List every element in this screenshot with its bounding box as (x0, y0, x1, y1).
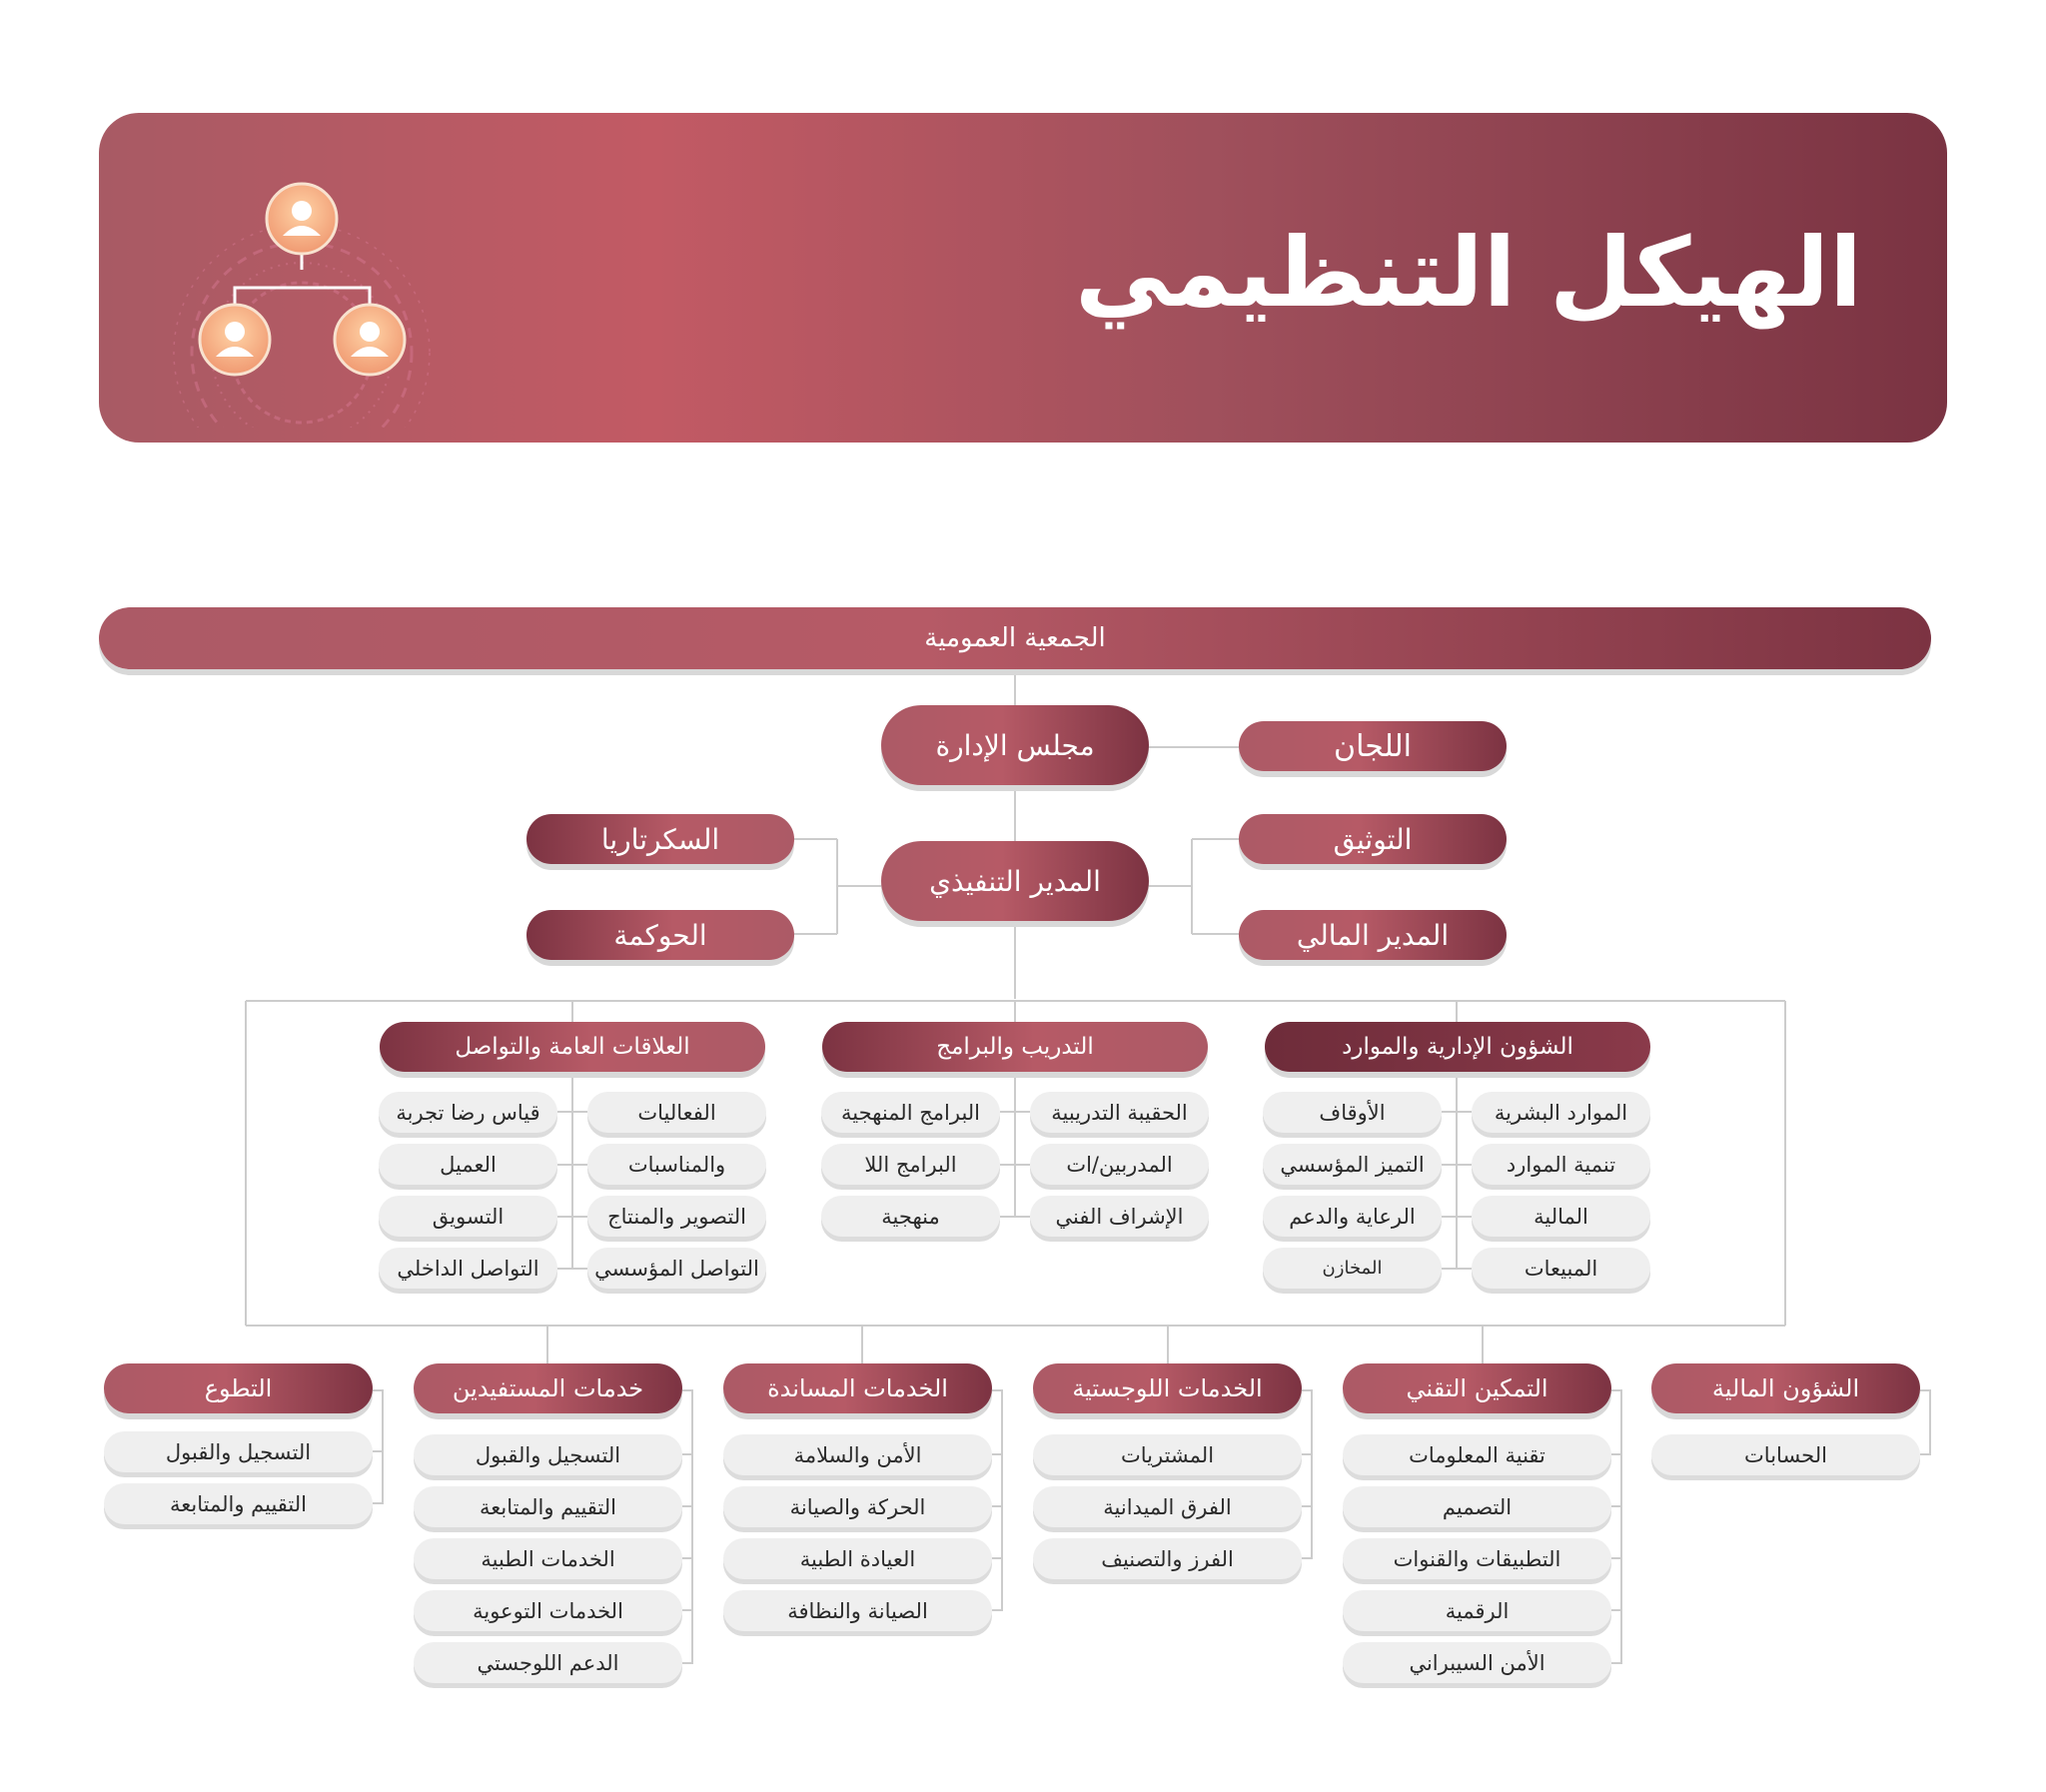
org-chart-icon (159, 178, 489, 428)
dept-support-services[interactable]: الخدمات المساندة (723, 1363, 992, 1413)
executive-director[interactable]: المدير التنفيذي (881, 841, 1149, 921)
sub-item[interactable]: الرعاية والدعم (1263, 1196, 1442, 1237)
sub-item[interactable]: الخدمات التوعوية (414, 1590, 682, 1631)
sub-item[interactable]: والمناسبات (587, 1144, 766, 1185)
sub-item[interactable]: الدعم اللوجستي (414, 1642, 682, 1683)
dept-financial-affairs[interactable]: الشؤون المالية (1651, 1363, 1920, 1413)
sub-item[interactable]: التواصل الداخلي (379, 1248, 557, 1289)
sub-item[interactable]: تقنية المعلومات (1343, 1434, 1611, 1475)
sub-item[interactable]: التسجيل والقبول (104, 1431, 373, 1472)
sub-item[interactable]: الفعاليات (587, 1092, 766, 1133)
sub-item[interactable]: الأمن السيبراني (1343, 1642, 1611, 1683)
sub-item[interactable]: الأمن والسلامة (723, 1434, 992, 1475)
sub-item[interactable]: الحقيبة التدريبية (1030, 1092, 1209, 1133)
sub-item[interactable]: البرامج اللا (821, 1144, 1000, 1185)
secretariat[interactable]: السكرتاريا (526, 814, 794, 864)
dept-logistics[interactable]: الخدمات اللوجستية (1033, 1363, 1302, 1413)
sub-item[interactable]: الأوقاف (1263, 1092, 1442, 1133)
sub-item[interactable]: الصيانة والنظافة (723, 1590, 992, 1631)
sub-item[interactable]: الرقمية (1343, 1590, 1611, 1631)
documentation[interactable]: التوثيق (1239, 814, 1507, 864)
dept-training-programs[interactable]: التدريب والبرامج (822, 1022, 1208, 1072)
dept-public-relations[interactable]: العلاقات العامة والتواصل (380, 1022, 765, 1072)
financial-manager[interactable]: المدير المالي (1239, 910, 1507, 960)
sub-item[interactable]: الحركة والصيانة (723, 1486, 992, 1527)
sub-item[interactable]: الفرق الميدانية (1033, 1486, 1302, 1527)
sub-item[interactable]: منهجية (821, 1196, 1000, 1237)
sub-item[interactable]: التقييم والمتابعة (414, 1486, 682, 1527)
sub-item[interactable]: الفرز والتصنيف (1033, 1538, 1302, 1579)
dept-beneficiary-services[interactable]: خدمات المستفيدين (414, 1363, 682, 1413)
sub-item[interactable]: المبيعات (1472, 1248, 1650, 1289)
sub-item[interactable]: التطبيقات والقنوات (1343, 1538, 1611, 1579)
board-of-directors[interactable]: مجلس الإدارة (881, 705, 1149, 785)
page-title: الهيكل التنظيمي (1075, 217, 1862, 329)
sub-item[interactable]: المشتريات (1033, 1434, 1302, 1475)
governance[interactable]: الحوكمة (526, 910, 794, 960)
sub-item[interactable]: البرامج المنهجية (821, 1092, 1000, 1133)
sub-item[interactable]: التصوير والمنتاج (587, 1196, 766, 1237)
header-banner (99, 113, 1947, 443)
sub-item[interactable]: الخدمات الطبية (414, 1538, 682, 1579)
dept-volunteering[interactable]: التطوع (104, 1363, 373, 1413)
sub-item[interactable]: التواصل المؤسسي (587, 1248, 766, 1289)
sub-item[interactable]: المالية (1472, 1196, 1650, 1237)
general-assembly[interactable]: الجمعية العمومية (99, 607, 1931, 669)
committees[interactable]: اللجان (1239, 721, 1507, 771)
sub-item[interactable]: التصميم (1343, 1486, 1611, 1527)
sub-item[interactable]: المخازن (1263, 1248, 1442, 1289)
sub-item[interactable]: الموارد البشرية (1472, 1092, 1650, 1133)
dept-admin-resources[interactable]: الشؤون الإدارية والموارد (1265, 1022, 1650, 1072)
sub-item[interactable]: تنمية الموارد (1472, 1144, 1650, 1185)
sub-item[interactable]: التميز المؤسسي (1263, 1144, 1442, 1185)
sub-item[interactable]: التسويق (379, 1196, 557, 1237)
sub-item[interactable]: المدربين/ات (1030, 1144, 1209, 1185)
sub-item[interactable]: التسجيل والقبول (414, 1434, 682, 1475)
sub-item[interactable]: التقييم والمتابعة (104, 1483, 373, 1524)
sub-item[interactable]: العيادة الطبية (723, 1538, 992, 1579)
sub-item[interactable]: العميل (379, 1144, 557, 1185)
sub-item[interactable]: الحسابات (1651, 1434, 1920, 1475)
sub-item[interactable]: الإشراف الفني (1030, 1196, 1209, 1237)
dept-tech-enablement[interactable]: التمكين التقني (1343, 1363, 1611, 1413)
sub-item[interactable]: قياس رضا تجربة (379, 1092, 557, 1133)
